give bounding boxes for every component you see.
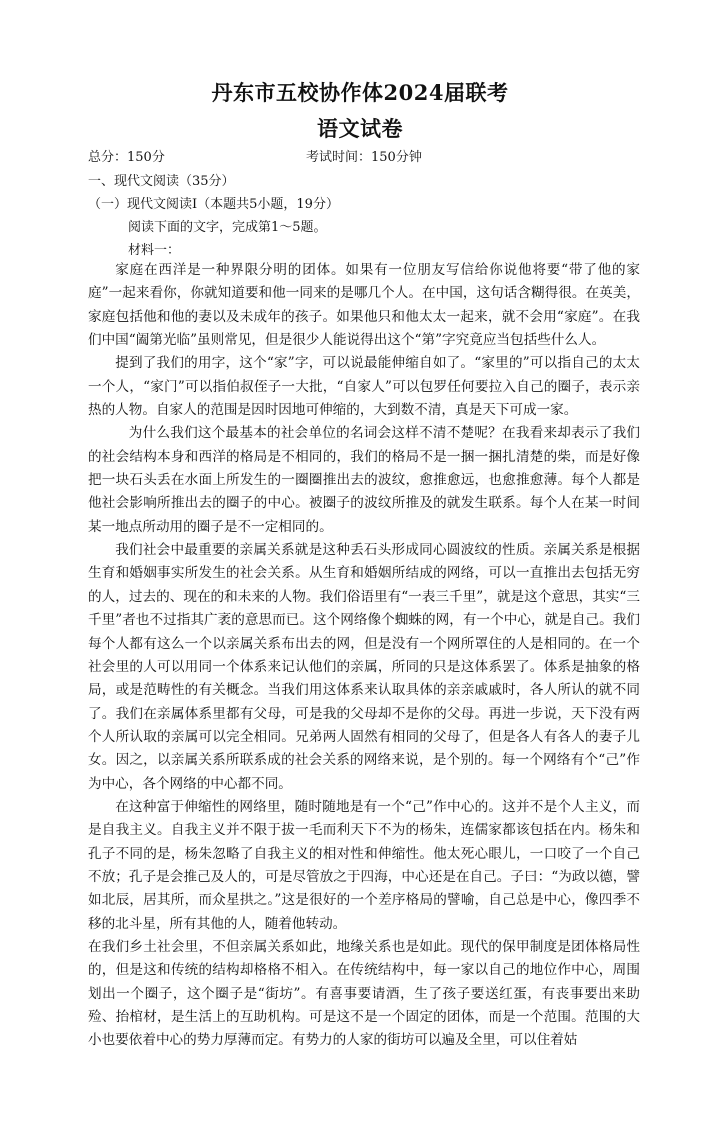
subsection-heading: （一）现代文阅读Ⅰ（本题共5小题，19分）: [88, 197, 339, 212]
paragraph: 提到了我们的用字，这个“家”字，可以说最能伸缩自如了。“家里的”可以指自己的太太一个人，“家门”可以指伯叔侄子一大批，“自家人”可以包罗任何要拉入自己的圈子，表示亲热的人物。自家人的范围是因时因地可伸缩的，大到数不清，真是天下可成一家。: [88, 355, 640, 419]
paragraph: 在我们乡土社会里，不但亲属关系如此，地缘关系也是如此。现代的保甲制度是团体格局性的，但是这和传统的结构却格格不相入。在传统结构中，每一家以自己的地位作中心，周围划出一个圈子，这个圈子是“街坊”。有喜事要请酒，生了孩子要送红蛋，有丧事要出来助殓、抬棺材，是生活上的互助机构。可是这不是一个固定的团体，而是一个范围。范围的大小也要依着中心的势力厚薄而定。有势力的人家的街坊可以遍及全里，可以住着姑: [88, 938, 640, 1049]
exam-time: 考试时间：150分钟: [306, 150, 422, 165]
paragraph: 家庭在西洋是一种界限分明的团体。如果有一位朋友写信给你说他将要“带了他的家庭”一起来看你，你就知道要和他一同来的是哪几个人。在中国，这句话含糊得很。在英美，家庭包括他和他的妻以及未成年的孩子。如果他只和他太太一起来，就不会用“家庭”。在我们中国“阖第光临”虽则常见，但是很少人能说得出这个“第”字究竟应当包括些什么人。: [88, 262, 640, 349]
exam-title: 丹东市五校协作体2024届联考: [211, 80, 509, 105]
total-score: 总分：150分: [88, 150, 165, 165]
section-heading: 一、现代文阅读（35分）: [88, 174, 235, 189]
exam-subject-title: 语文试卷: [317, 116, 403, 141]
reading-instruction: 阅读下面的文字，完成第1～5题。: [128, 220, 327, 235]
material-label: 材料一：: [128, 243, 181, 258]
reading-passage: [88, 259, 640, 1053]
paragraph: 在这种富于伸缩性的网络里，随时随地是有一个“己”作中心的。这并不是个人主义，而是自我主义。自我主义并不限于拔一毛而利天下不为的杨朱，连儒家都该包括在内。杨朱和孔子不同的是，杨朱忽略了自我主义的相对性和伸缩性。他太死心眼儿，一口咬了一个自己不放；孔子是会推己及人的，可是尽管放之于四海，中心还是在自己。子曰：“为政以德，譬如北辰，居其所，而众星拱之。”这是很好的一个差序格局的譬喻，自己总是中心，像四季不移的北斗星，所有其他的人，随着他转动。: [88, 798, 640, 932]
paragraph: 为什么我们这个最基本的社会单位的名词会这样不清不楚呢？在我看来却表示了我们的社会结构本身和西洋的格局是不相同的，我们的格局不是一捆一捆扎清楚的柴，而是好像把一块石头丢在水面上所发生的一圈圈推出去的波纹，愈推愈远，也愈推愈薄。每个人都是他社会影响所推出去的圈子的中心。被圈子的波纹所推及的就发生联系。每个人在某一时间某一地点所动用的圈子是不一定相同的。: [88, 425, 640, 535]
paragraph: 我们社会中最重要的亲属关系就是这种丢石头形成同心圆波纹的性质。亲属关系是根据生育和婚姻事实所发生的社会关系。从生育和婚姻所结成的网络，可以一直推出去包括无穷的人，过去的、现在的和未来的人物。我们俗语里有“一表三千里”，就是这个意思，其实“三千里”者也不过指其广袤的意思而已。这个网络像个蜘蛛的网，有一个中心，就是自己。我们每个人都有这么一个以亲属关系布出去的网，但是没有一个网所罩住的人是相同的。在一个社会里的人可以用同一个体系来记认他们的亲属，所同的只是这体系罢了。体系是抽象的格局，或是范畴性的有关概念。当我们用这体系来认取具体的亲亲戚戚时，各人所认的就不同了。我们在亲属体系里都有父母，可是我的父母却不是你的父母。再进一步说，天下没有两个人所认取的亲属可以完全相同。兄弟两人固然有相同的父母了，但是各人有各人的妻子儿女。因之，以亲属关系所联系成的社会关系的网络来说，是个别的。每一个网络有个“己”作为中心，各个网络的中心都不同。: [88, 542, 640, 792]
